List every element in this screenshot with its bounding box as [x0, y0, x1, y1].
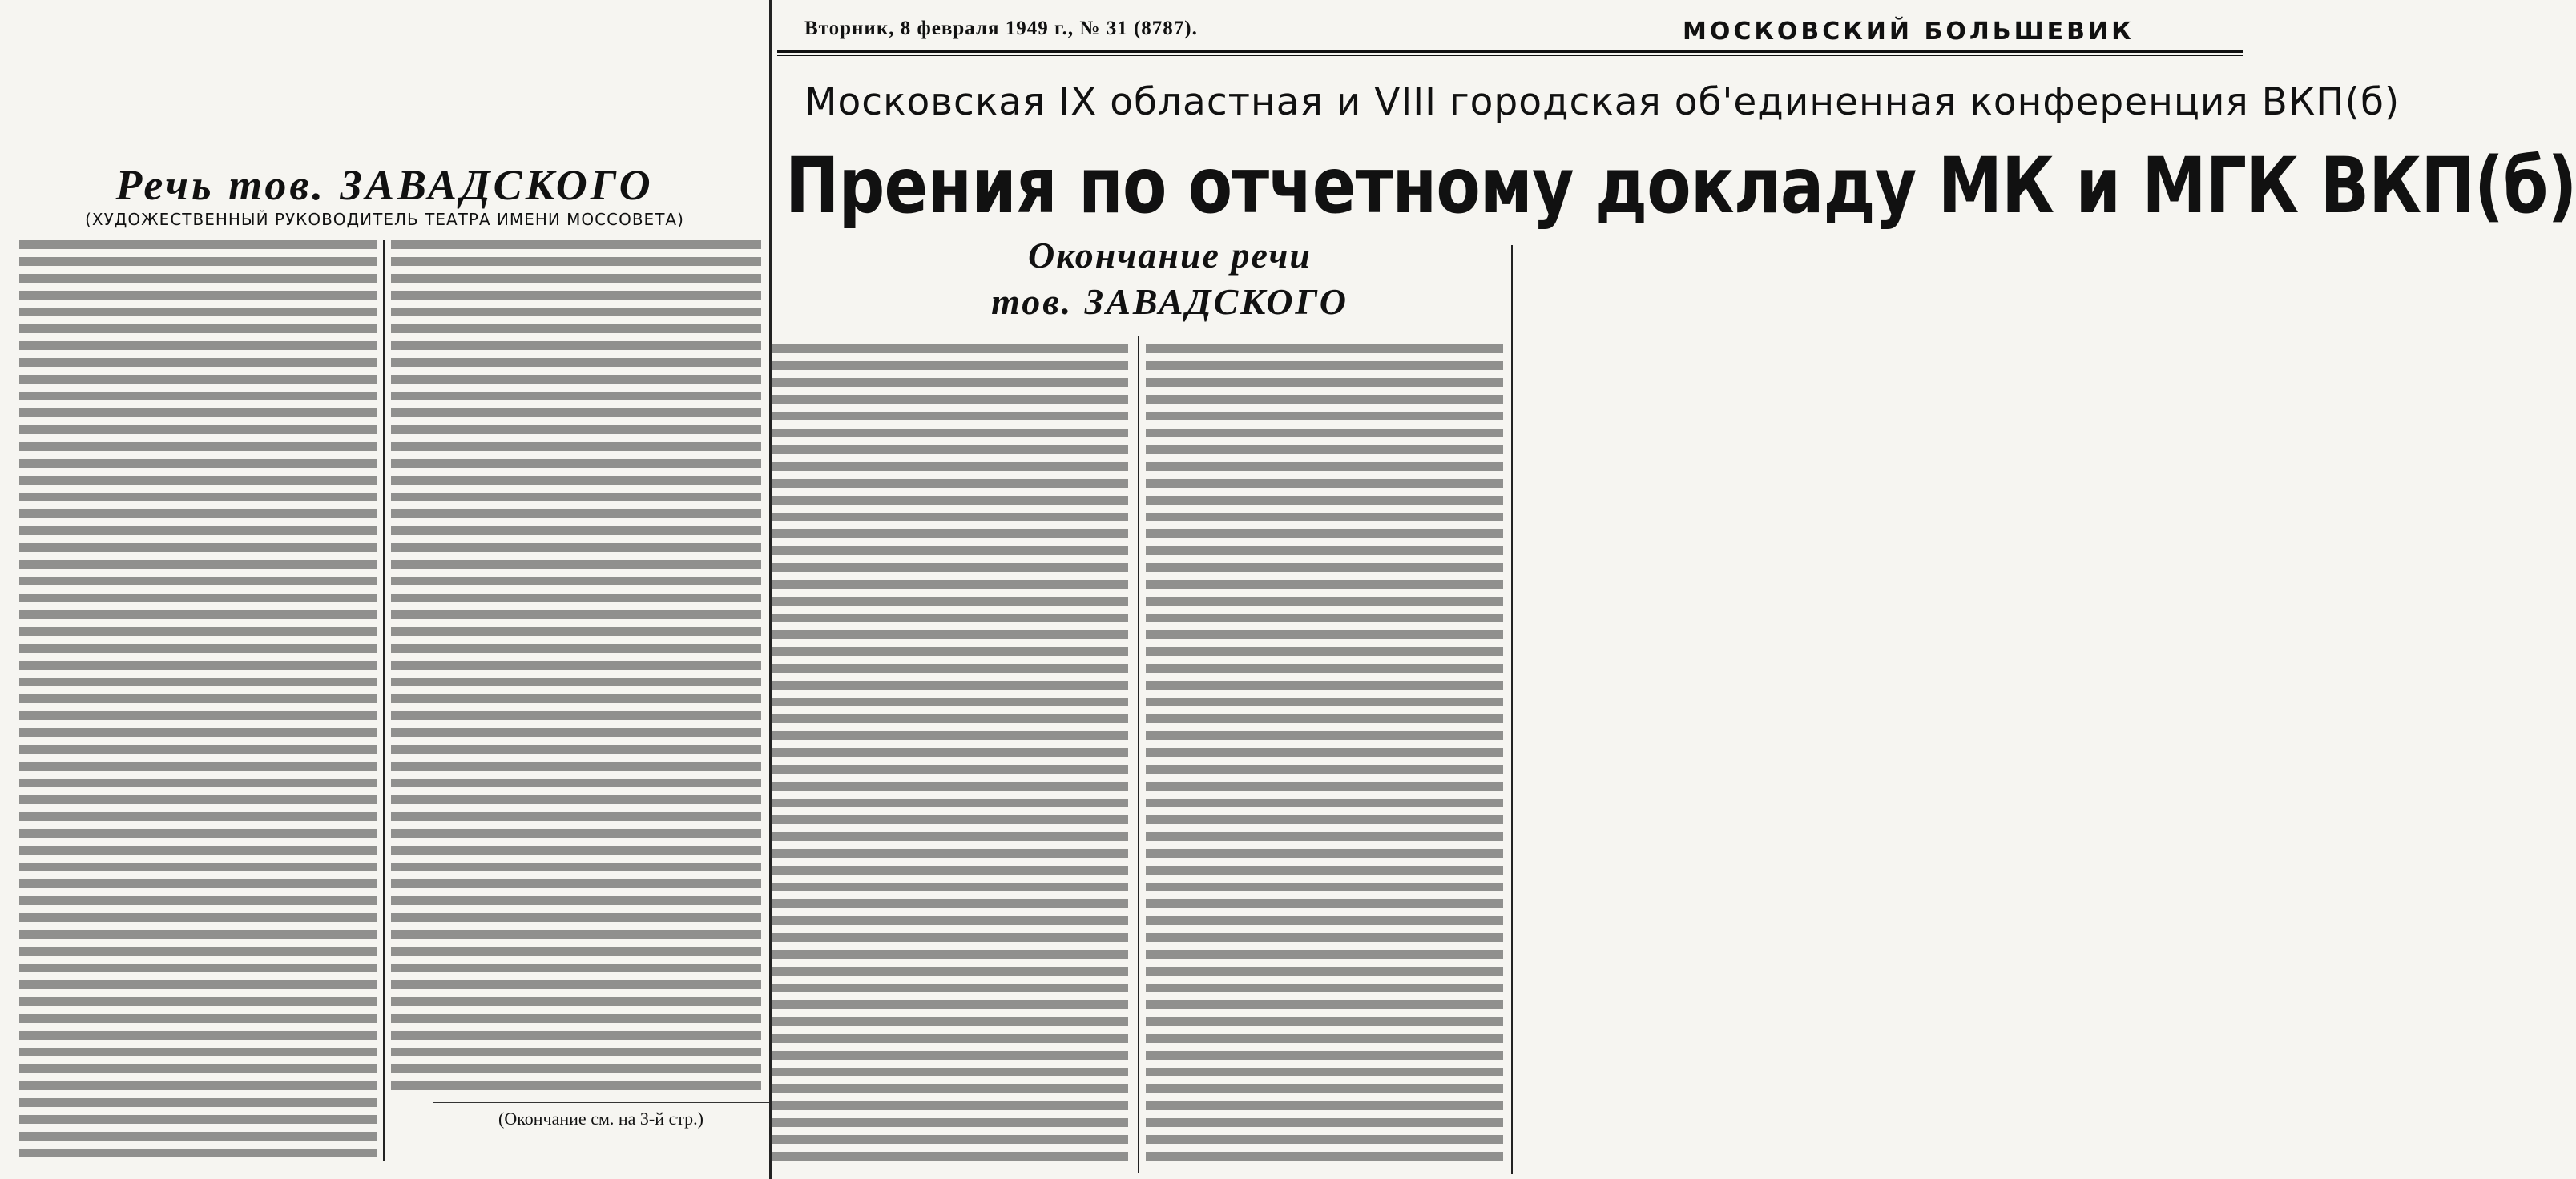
continuation-title: Окончание речи: [1027, 235, 1312, 276]
speech-subtitle: (ХУДОЖЕСТВЕННЫЙ РУКОВОДИТЕЛЬ ТЕАТРА ИМЕНИ МОССОВЕТА): [85, 210, 684, 229]
continuation-title-name: тов. ЗАВАДСКОГО: [991, 281, 1348, 322]
right-column-2-text: [1146, 344, 1503, 1169]
column-rule: [1138, 336, 1139, 1173]
footnote-rule: [433, 1102, 769, 1103]
continuation-note: (Окончание см. на 3-й стр.): [498, 1109, 703, 1129]
left-column-1-text: [19, 240, 377, 1161]
issue-date-line: Вторник, 8 февраля 1949 г., № 31 (8787).: [804, 18, 1198, 39]
column-rule: [1511, 245, 1513, 1174]
right-column-1-text: [769, 344, 1128, 1169]
left-column-2-text: [391, 240, 761, 1097]
conference-line: Московская IX областная и VIII городская об'единенная конференция ВКП(б): [804, 80, 2401, 124]
column-rule: [383, 240, 385, 1161]
masthead-rule-thin: [777, 55, 2243, 56]
masthead-rule: [777, 50, 2243, 53]
newspaper-name: МОСКОВСКИЙ БОЛЬШЕВИК: [1683, 18, 2135, 46]
main-headline: Прения по отчетному докладу МК и МГК ВКП(б): [785, 141, 2576, 231]
speech-title: Речь тов. ЗАВАДСКОГО: [115, 161, 654, 209]
